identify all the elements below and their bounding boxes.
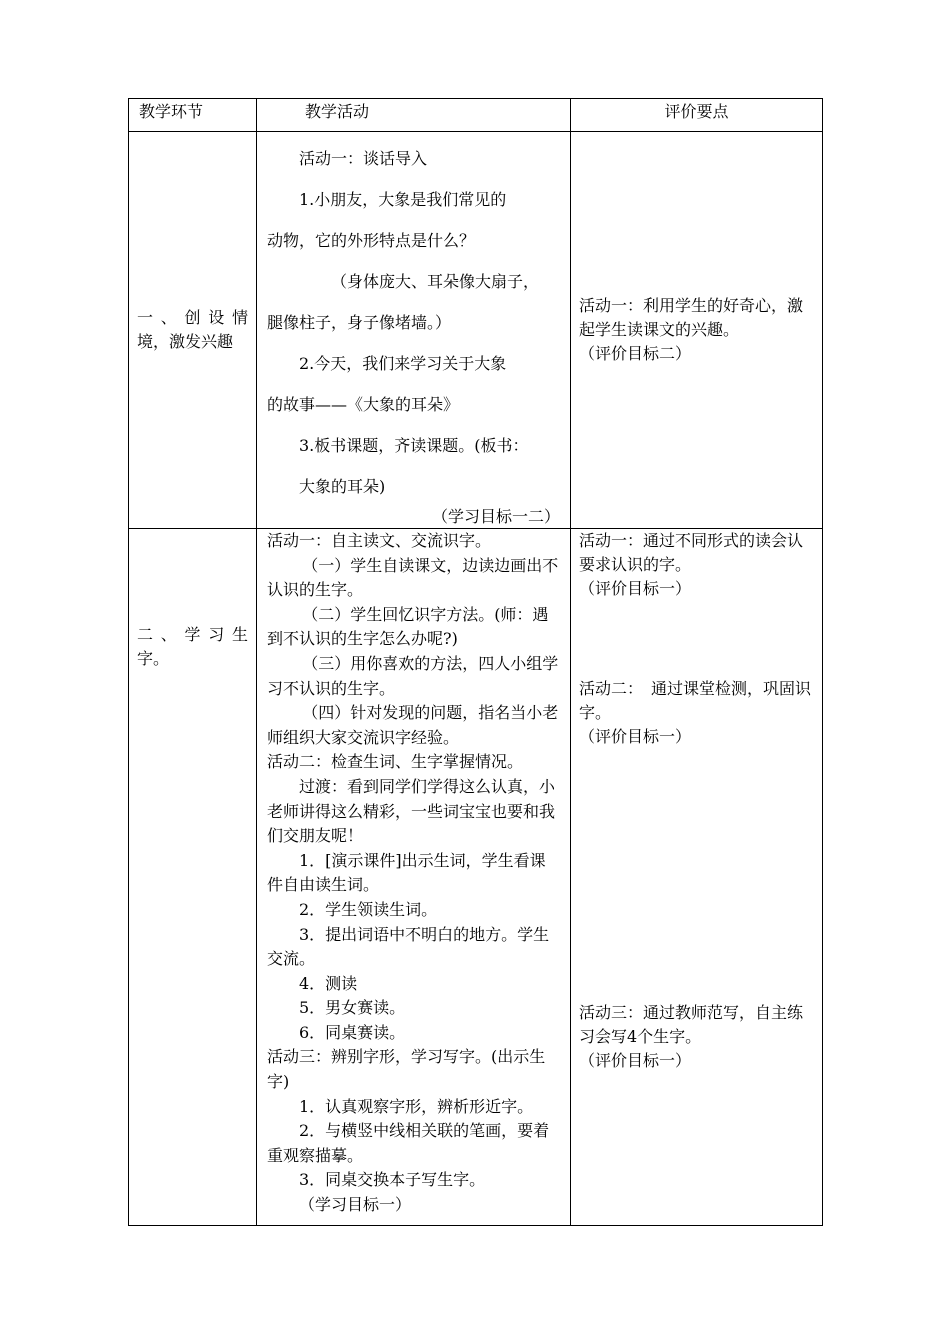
- activity-line: 活动三：辨别字形，学习写字。(出示生字): [267, 1047, 546, 1092]
- activity-line: 3．提出词语中不明白的地方。学生交流。: [267, 924, 550, 969]
- header-evaluation: 评价要点: [571, 99, 823, 132]
- activity-line: 3.板书课题，齐读课题。(板书：: [299, 436, 529, 455]
- header-activities: 教学活动: [257, 99, 571, 132]
- activity-line: 动物，它的外形特点是什么？: [267, 231, 476, 250]
- learning-goal: （学习目标一）: [299, 1195, 412, 1215]
- activity-line: （二）学生回忆识字方法。(师：遇到不认识的生字怎么办呢?): [267, 604, 549, 649]
- evaluation-text: 活动三：通过教师范写，自主练习会写4个生字。: [579, 1003, 804, 1046]
- activity-line: 1.小朋友，大象是我们常见的: [299, 190, 507, 209]
- learning-goal: （学习目标一二）: [431, 507, 560, 526]
- section-row-1: [129, 132, 823, 529]
- activity-line: 腿像柱子，身子像堵墙。）: [267, 313, 452, 332]
- activity-line: 3．同桌交换本子写生字。: [299, 1170, 486, 1190]
- activity-line: 活动一：自主读文、交流识字。: [267, 531, 492, 550]
- activity-line: （身体庞大、耳朵像大扇子，: [331, 272, 540, 291]
- activity-line: 活动一：谈话导入: [299, 149, 428, 168]
- evaluation-goal: （评价目标一）: [579, 579, 692, 598]
- header-row: [129, 99, 823, 132]
- evaluation-cell-2: [571, 529, 823, 1226]
- evaluation-goal: （评价目标二）: [579, 344, 692, 363]
- lesson-plan-table: [128, 98, 823, 1226]
- evaluation-cell-1: [571, 132, 823, 529]
- section-row-2: [129, 529, 823, 1226]
- activity-line: 的故事——《大象的耳朵》: [267, 395, 460, 414]
- header-stage: 教学环节: [129, 99, 257, 132]
- evaluation-text: 活动一：利用学生的好奇心，激起学生读课文的兴趣。: [579, 296, 804, 339]
- activity-line: 1．[演示课件]出示生词，学生看课件自由读生词。: [267, 850, 546, 895]
- activity-line: （四）针对发现的问题，指名当小老师组织大家交流识字经验。: [267, 703, 559, 747]
- activity-line: 过渡：看到同学们学得这么认真，小老师讲得这么精彩，一些词宝宝也要和我们交朋友呢！: [267, 776, 556, 846]
- evaluation-text: 活动二： 通过课堂检测，巩固识字。: [579, 679, 812, 722]
- stage-cell-1: 一、创设情境，激发兴趣: [129, 132, 257, 529]
- activity-line: 5．男女赛读。: [299, 998, 406, 1018]
- evaluation-text: 活动一：通过不同形式的读会认要求认识的字。: [579, 531, 804, 574]
- activity-line: 1．认真观察字形，辨析形近字。: [299, 1096, 534, 1116]
- activity-line: （一）学生自读课文，边读边画出不认识的生字。: [267, 555, 559, 600]
- activity-line: 大象的耳朵): [299, 477, 386, 496]
- activity-line: （三）用你喜欢的方法，四人小组学习不认识的生字。: [267, 653, 559, 698]
- activity-line: 2．与横竖中线相关联的笔画，要着重观察描摹。: [267, 1121, 550, 1165]
- activity-line: 活动二：检查生词、生字掌握情况。: [267, 752, 524, 772]
- activity-cell-1: [257, 132, 571, 529]
- activity-line: 2.今天，我们来学习关于大象: [299, 354, 507, 373]
- evaluation-goal: （评价目标一）: [579, 727, 692, 746]
- stage-cell-2: 二、学习生字。: [129, 529, 257, 1226]
- activity-line: 2．学生领读生词。: [299, 899, 438, 919]
- activity-cell-2: [257, 529, 571, 1226]
- activity-line: 4．测读: [299, 973, 358, 993]
- evaluation-goal: （评价目标一）: [579, 1051, 692, 1070]
- activity-line: 6．同桌赛读。: [299, 1022, 406, 1042]
